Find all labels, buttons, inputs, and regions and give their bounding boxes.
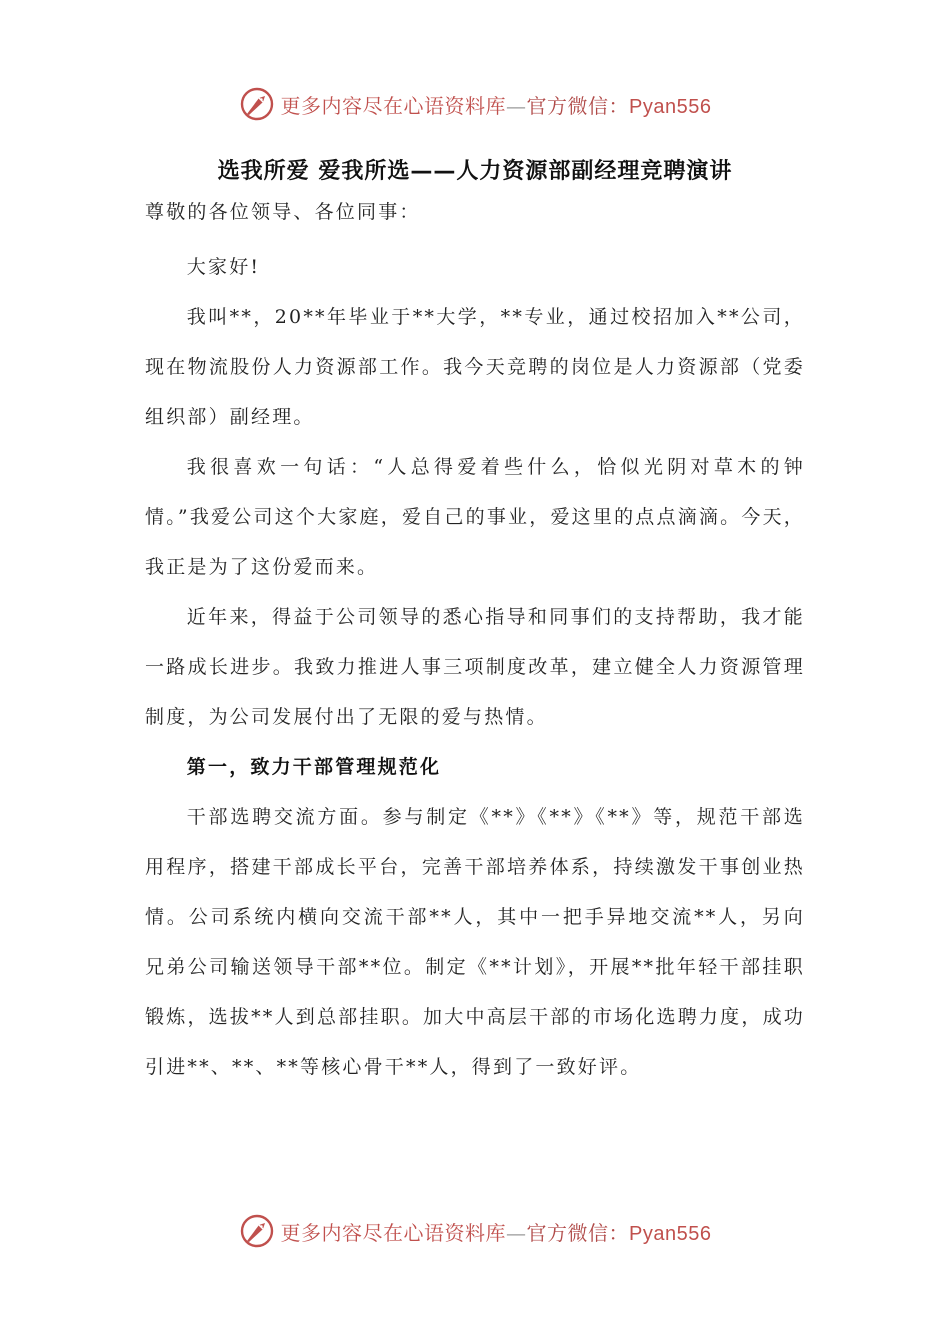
banner-main-text: 更多内容尽在心语资料库 [280, 93, 507, 118]
banner-main-text: 更多内容尽在心语资料库 [280, 1220, 507, 1245]
paragraph-intro: 我叫**，20**年毕业于**大学，**专业，通过校招加入**公司，现在物流股份人力资源部工作。我今天竞聘的岗位是人力资源部（党委组织部）副经理。 [145, 306, 805, 428]
salutation: 尊敬的各位领导、各位同事： [145, 201, 421, 223]
banner-wechat-label: 官方微信： [526, 93, 630, 118]
paragraph-growth: 近年来，得益于公司领导的悉心指导和同事们的支持帮助，我才能一路成长进步。我致力推进人事三项制度改革，建立健全人力资源管理制度，为公司发展付出了无限的爱与热情。 [145, 606, 805, 728]
banner-text [281, 90, 712, 119]
section-heading: 第一，致力干部管理规范化 [186, 756, 442, 778]
banner-wechat-id: Pyan556 [629, 1222, 712, 1245]
banner-wechat-id: Pyan556 [629, 95, 712, 118]
pen-nib-logo-icon [239, 1213, 275, 1249]
document-title: 选我所爱 爱我所选——人力资源部副经理竞聘演讲 [217, 159, 733, 184]
header-banner [0, 84, 950, 124]
document-body [145, 152, 805, 1092]
pen-nib-logo-icon [239, 86, 275, 122]
banner-wechat-label: 官方微信： [526, 1220, 630, 1245]
footer-banner [0, 1211, 950, 1251]
paragraph-quote: 我很喜欢一句话：“人总得爱着些什么，恰似光阴对草木的钟情。”我爱公司这个大家庭，爱自己的事业，爱这里的点点滴滴。今天，我正是为了这份爱而来。 [145, 456, 805, 578]
banner-dash: — [506, 93, 527, 118]
banner-dash: — [506, 1220, 527, 1245]
greeting: 大家好! [186, 256, 261, 278]
section-paragraph: 干部选聘交流方面。参与制定《**》《**》《**》等，规范干部选用程序，搭建干部成长平台，完善干部培养体系，持续激发干事创业热情。公司系统内横向交流干部**人，其中一把手异地交流**人，另向兄弟公司输送领导干部**位。制定《**计划》，开展**批年轻干部挂职锻炼，选拔**人到总部挂职。加大中高层干部的市场化选聘力度，成功引进**、**、**等核心骨干**人，得到了一致好评。 [145, 806, 805, 1078]
banner-text [281, 1217, 712, 1246]
